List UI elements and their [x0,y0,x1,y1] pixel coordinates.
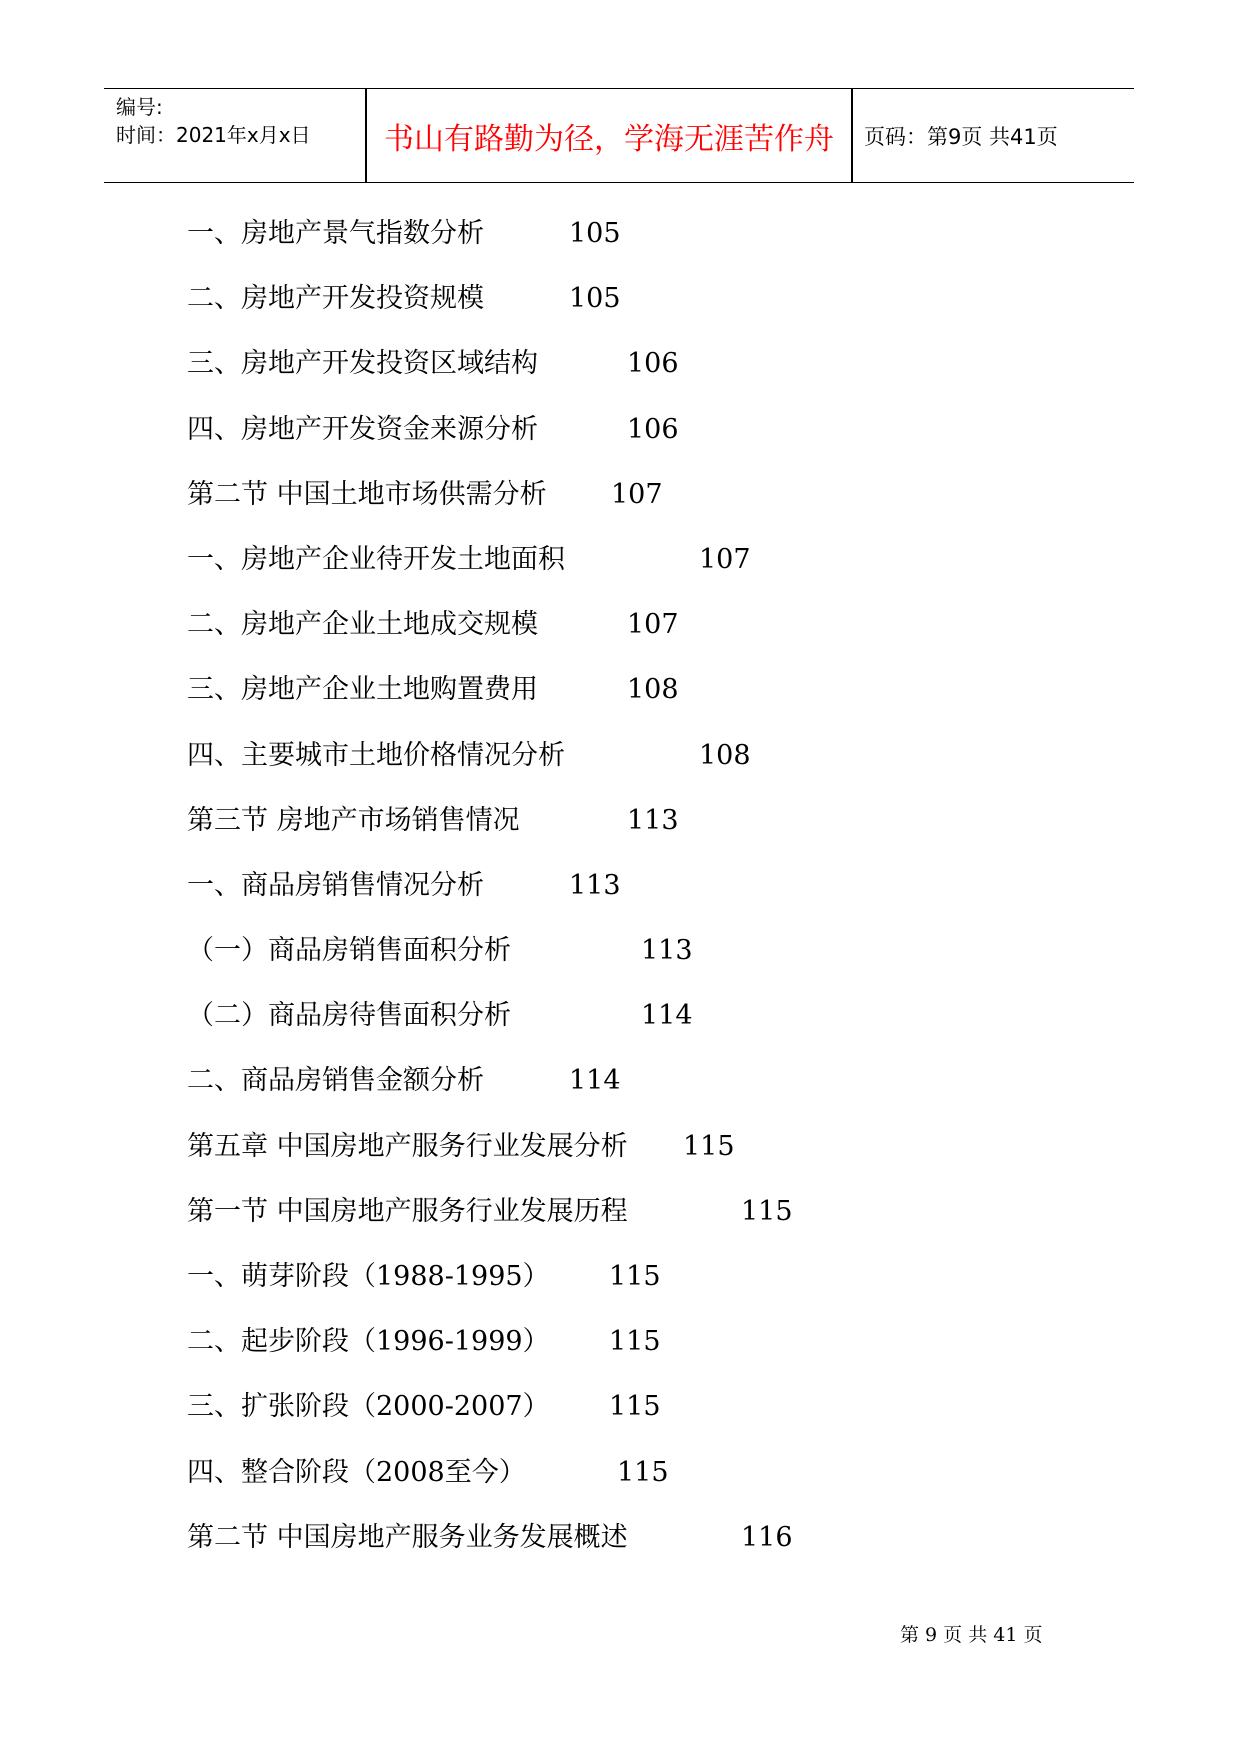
toc-entry[interactable] [187,540,1087,605]
toc-page-number: 113 [627,804,679,836]
toc-entry[interactable] [187,214,1087,279]
toc-page-number: 113 [641,935,693,967]
toc-title: 二、房地产企业土地成交规模 [187,609,538,641]
toc-title: 一、商品房销售情况分析 [187,869,484,901]
page-footer: 第 9 页 共 41 页 [900,1624,1043,1646]
toc-title: 四、主要城市土地价格情况分析 [187,739,565,771]
toc-entry[interactable] [187,1453,1087,1518]
toc-page-number: 108 [699,739,751,771]
toc-title: 三、房地产企业土地购置费用 [187,674,538,706]
code-label: 编号: [116,95,163,119]
toc-page-number: 107 [611,478,663,510]
toc-title: （一）商品房销售面积分析 [187,935,511,967]
toc-entry[interactable] [187,410,1087,475]
toc-entry[interactable] [187,736,1087,801]
toc-page-number: 115 [741,1195,793,1227]
toc-title: 一、房地产景气指数分析 [187,218,484,249]
toc-entry[interactable] [187,996,1087,1061]
toc-page-number: 107 [627,609,679,641]
toc-entry[interactable] [187,1127,1087,1192]
toc-page-number: 113 [569,869,621,901]
toc-page-number: 108 [627,674,679,706]
toc-page-number: 116 [741,1521,793,1553]
toc-page-number: 115 [609,1326,661,1358]
toc-entry[interactable] [187,475,1087,540]
toc-page-number: 106 [627,413,679,445]
page-header [104,88,1134,183]
toc-page-number: 105 [569,218,621,249]
toc-entry[interactable] [187,1257,1087,1322]
toc-title: 二、起步阶段（1996-1999） [187,1326,550,1358]
toc-page-number: 115 [683,1130,735,1162]
toc-page-number: 115 [617,1456,669,1488]
toc-title: 第一节 中国房地产服务行业发展历程 [187,1195,628,1227]
toc-entry[interactable] [187,605,1087,670]
toc-title: 第五章 中国房地产服务行业发展分析 [187,1130,628,1162]
toc-entry[interactable] [187,670,1087,735]
toc-title: 第二节 中国房地产服务业务发展概述 [187,1521,628,1553]
toc-title: 四、房地产开发资金来源分析 [187,413,538,445]
toc-title: 三、扩张阶段（2000-2007） [187,1391,550,1423]
toc-entry[interactable] [187,279,1087,344]
toc-title: 二、商品房销售金额分析 [187,1065,484,1097]
header-motto: 书山有路勤为径，学海无涯苦作舟 [384,121,834,157]
toc-page-number: 115 [609,1261,661,1292]
toc-page-number: 106 [627,348,679,380]
toc-title: 第三节 房地产市场销售情况 [187,804,520,836]
toc-title: （二）商品房待售面积分析 [187,1000,511,1032]
header-meta [116,93,376,149]
toc-title: 一、萌芽阶段（1988-1995） [187,1261,550,1292]
toc-page-number: 105 [569,283,621,315]
toc-entry[interactable] [187,1387,1087,1452]
toc-title: 一、房地产企业待开发土地面积 [187,543,565,575]
toc-page-number: 114 [641,1000,693,1032]
toc-entry[interactable] [187,1192,1087,1257]
table-of-contents [187,214,1087,1583]
toc-title: 三、房地产开发投资区域结构 [187,348,538,380]
toc-title: 第二节 中国土地市场供需分析 [187,478,547,510]
toc-page-number: 114 [569,1065,621,1097]
toc-entry[interactable] [187,1322,1087,1387]
header-divider [851,89,853,182]
toc-entry[interactable] [187,1518,1087,1583]
toc-title: 四、整合阶段（2008至今） [187,1456,526,1488]
toc-entry[interactable] [187,931,1087,996]
toc-page-number: 115 [609,1391,661,1423]
toc-entry[interactable] [187,801,1087,866]
toc-entry[interactable] [187,866,1087,931]
toc-title: 二、房地产开发投资规模 [187,283,484,315]
toc-entry[interactable] [187,344,1087,409]
toc-page-number: 107 [699,543,751,575]
header-page-info: 页码：第9页 共41页 [864,124,1058,149]
time-label: 时间：2021年x月x日 [116,123,311,147]
toc-entry[interactable] [187,1061,1087,1126]
